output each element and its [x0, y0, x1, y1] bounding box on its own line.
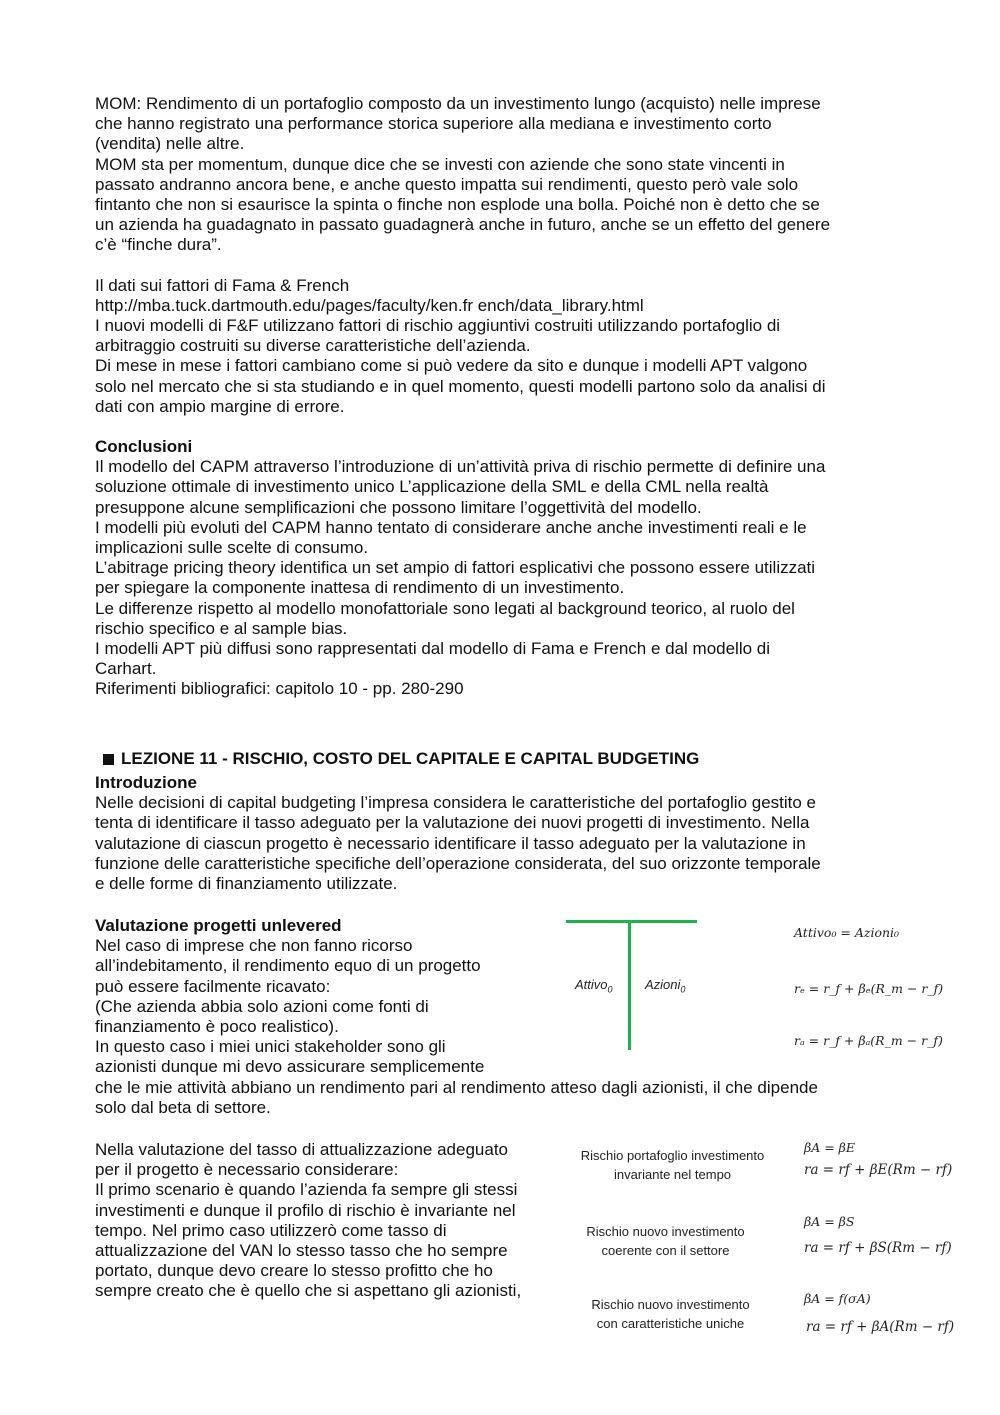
risk-label-line: Rischio nuovo investimento: [591, 1297, 750, 1312]
text-line: per spiegare la componente inattesa di rendimento di un investimento.: [95, 578, 625, 598]
text-line: valutazione di ciascun progetto è necessario identificare il tasso adeguato per la valutazione in: [95, 833, 806, 853]
conclusioni-heading: Conclusioni: [95, 437, 193, 457]
t-diagram-vertical-line: [628, 921, 631, 1050]
t-diagram-top-line: [566, 920, 697, 923]
risk-label-sector: [573, 1222, 758, 1260]
text-line: e delle forme di finanziamento utilizzate.: [95, 874, 398, 894]
text-line: implicazioni sulle scelte di consumo.: [95, 538, 369, 558]
text-line: Carhart.: [95, 659, 157, 679]
t-diagram-right-label: Azioni$_0$: [645, 977, 686, 995]
text-line: Nel caso di imprese che non fanno ricorso: [95, 936, 413, 956]
unlevered-heading: Valutazione progetti unlevered: [95, 916, 342, 935]
text-line: funzione delle caratteristiche specifiche dell’operazione considerata, del suo orizzonte temporale: [95, 853, 821, 873]
text-line: azionisti dunque mi devo assicurare semplicemente: [95, 1057, 485, 1077]
text-line: Il modello del CAPM attraverso l’introduzione di un’attività priva di rischio permette di definire una: [95, 457, 826, 477]
risk-label-unique: [578, 1295, 763, 1333]
text-line: MOM: Rendimento di un portafoglio composto da un investimento lungo (acquisto) nelle imprese: [95, 94, 821, 113]
risk-label-line: con caratteristiche uniche: [596, 1316, 745, 1331]
text-line: c’è “finche dura”.: [95, 235, 222, 255]
risk-label-line: invariante nel tempo: [613, 1167, 732, 1182]
t-diagram-left-label: Attivo$_0$: [575, 977, 613, 995]
formula-equity-return: rₑ = r_f + βₑ(R_m − r_f): [794, 981, 944, 996]
text-line: (Che azienda abbia solo azioni come fonti di: [95, 996, 429, 1016]
text-line: un azienda ha guadagnato in passato guadagnerà anche in futuro, anche se un effetto del genere: [95, 215, 831, 235]
text-line: Di mese in mese i fattori cambiano come si può vedere da sito e dunque i modelli APT valgono: [95, 356, 808, 376]
text-line: I modelli APT più diffusi sono rappresentati dal modello di Fama e French e dal modello di: [95, 639, 771, 659]
text-line: arbitraggio costruiti su diverse caratteristiche dell’azienda.: [95, 336, 531, 356]
risk-beta-sector: βA = βS: [804, 1214, 855, 1229]
risk-formula-portfolio: ra = rf + βE(Rm − rf): [804, 1162, 953, 1178]
formula-asset-return: rₐ = r_f + βₐ(R_m − r_f): [794, 1033, 943, 1048]
text-line: finanziamento è poco realistico).: [95, 1017, 339, 1037]
lesson-heading: [103, 749, 699, 769]
text-line: I nuovi modelli di F&F utilizzano fattori di rischio aggiuntivi costruiti utilizzando portafoglio di: [95, 316, 781, 336]
text-line: che hanno registrato una performance storica superiore alla mediana e investimento corto: [95, 114, 772, 134]
text-line: In questo caso i miei unici stakeholder sono gli: [95, 1037, 446, 1057]
mom-paragraph: [95, 94, 915, 256]
risk-label-line: Rischio portafoglio investimento: [580, 1148, 765, 1163]
text-line: soluzione ottimale di investimento unico L’applicazione della SML e della CML nella realtà: [95, 477, 769, 497]
risk-beta-portfolio: βA = βE: [804, 1140, 856, 1155]
text-line: che le mie attività abbiano un rendimento pari al rendimento atteso dagli azionisti, il che dipende: [95, 1077, 818, 1097]
risk-beta-unique: βA = f(σA): [804, 1291, 871, 1306]
text-line: presuppone alcune semplificazioni che possono limitare l’oggettività del modello.: [95, 497, 702, 517]
risk-label-line: Rischio nuovo investimento: [586, 1224, 745, 1239]
text-line: Il dati sui fattori di Fama & French: [95, 275, 350, 295]
page-body: [95, 94, 915, 700]
unlevered-section: [95, 916, 915, 1118]
text-line: I modelli più evoluti del CAPM hanno tentato di considerare anche anche investimenti reali e le: [95, 517, 807, 537]
risk-label-line: coerente con il settore: [601, 1243, 730, 1258]
references-line: Riferimenti bibliografici: capitolo 10 - pp. 280-290: [95, 679, 464, 699]
square-bullet-icon: [103, 754, 114, 765]
data-library-link[interactable]: http://mba.tuck.dartmouth.edu/pages/faculty/ken.fr ench/data_library.html: [95, 295, 644, 315]
text-line: MOM sta per momentum, dunque dice che se investi con aziende che sono state vincenti in: [95, 154, 785, 174]
text-line: fintanto che non si esaurisce la spinta o finche non esplode una bolla. Poiché non è detto che se: [95, 195, 820, 215]
lesson-title: LEZIONE 11 - RISCHIO, COSTO DEL CAPITALE E CAPITAL BUDGETING: [121, 749, 700, 768]
risk-formula-unique: ra = rf + βA(Rm − rf): [806, 1319, 955, 1335]
risk-label-portfolio: [580, 1146, 765, 1184]
risk-formula-sector: ra = rf + βS(Rm − rf): [804, 1240, 952, 1256]
text-line: rischio specifico e al sample bias.: [95, 618, 348, 638]
text-line: (vendita) nelle altre.: [95, 134, 245, 154]
introduzione-heading: Introduzione: [95, 773, 197, 792]
text-line: per il progetto è necessario considerare:: [95, 1160, 399, 1180]
fama-french-paragraph: [95, 276, 915, 417]
conclusioni-section: [95, 437, 915, 700]
text-line: Le differenze rispetto al modello monofattoriale sono legati al background teorico, al ruolo del: [95, 598, 795, 618]
text-line: portato, dunque devo creare lo stesso profitto che ho: [95, 1261, 493, 1281]
text-line: all’indebitamento, il rendimento equo di un progetto: [95, 956, 481, 976]
formula-balance: Attivo₀ = Azioni₀: [794, 925, 900, 940]
text-line: tenta di identificare il tasso adeguato per la valutazione dei nuovi progetti di investimento. Nella: [95, 813, 810, 833]
introduzione-section: [95, 773, 915, 894]
text-line: dati con ampio margine di errore.: [95, 396, 345, 416]
text-line: Il primo scenario è quando l’azienda fa sempre gli stessi: [95, 1180, 518, 1200]
text-line: Nelle decisioni di capital budgeting l’impresa considera le caratteristiche del portafoglio gestito e: [95, 793, 817, 813]
text-line: passato andranno ancora bene, e anche questo impatta sui rendimenti, questo però vale solo: [95, 174, 799, 194]
text-line: L’abitrage pricing theory identifica un set ampio di fattori esplicativi che possono essere utilizzati: [95, 558, 816, 578]
text-line: Nella valutazione del tasso di attualizzazione adeguato: [95, 1140, 508, 1159]
text-line: tempo. Nel primo caso utilizzerò come tasso di: [95, 1220, 447, 1240]
text-line: solo nel mercato che si sta studiando e in quel momento, questi modelli partono solo da analisi di: [95, 376, 826, 396]
text-line: solo dal beta di settore.: [95, 1097, 271, 1117]
text-line: sempre creato che è quello che si aspettano gli azionisti,: [95, 1281, 522, 1301]
text-line: può essere facilmente ricavato:: [95, 976, 331, 996]
text-line: investimenti e dunque il profilo di rischio è invariante nel: [95, 1200, 516, 1220]
tasso-section: [95, 1140, 565, 1302]
text-line: attualizzazione del VAN lo stesso tasso che ho sempre: [95, 1241, 508, 1261]
